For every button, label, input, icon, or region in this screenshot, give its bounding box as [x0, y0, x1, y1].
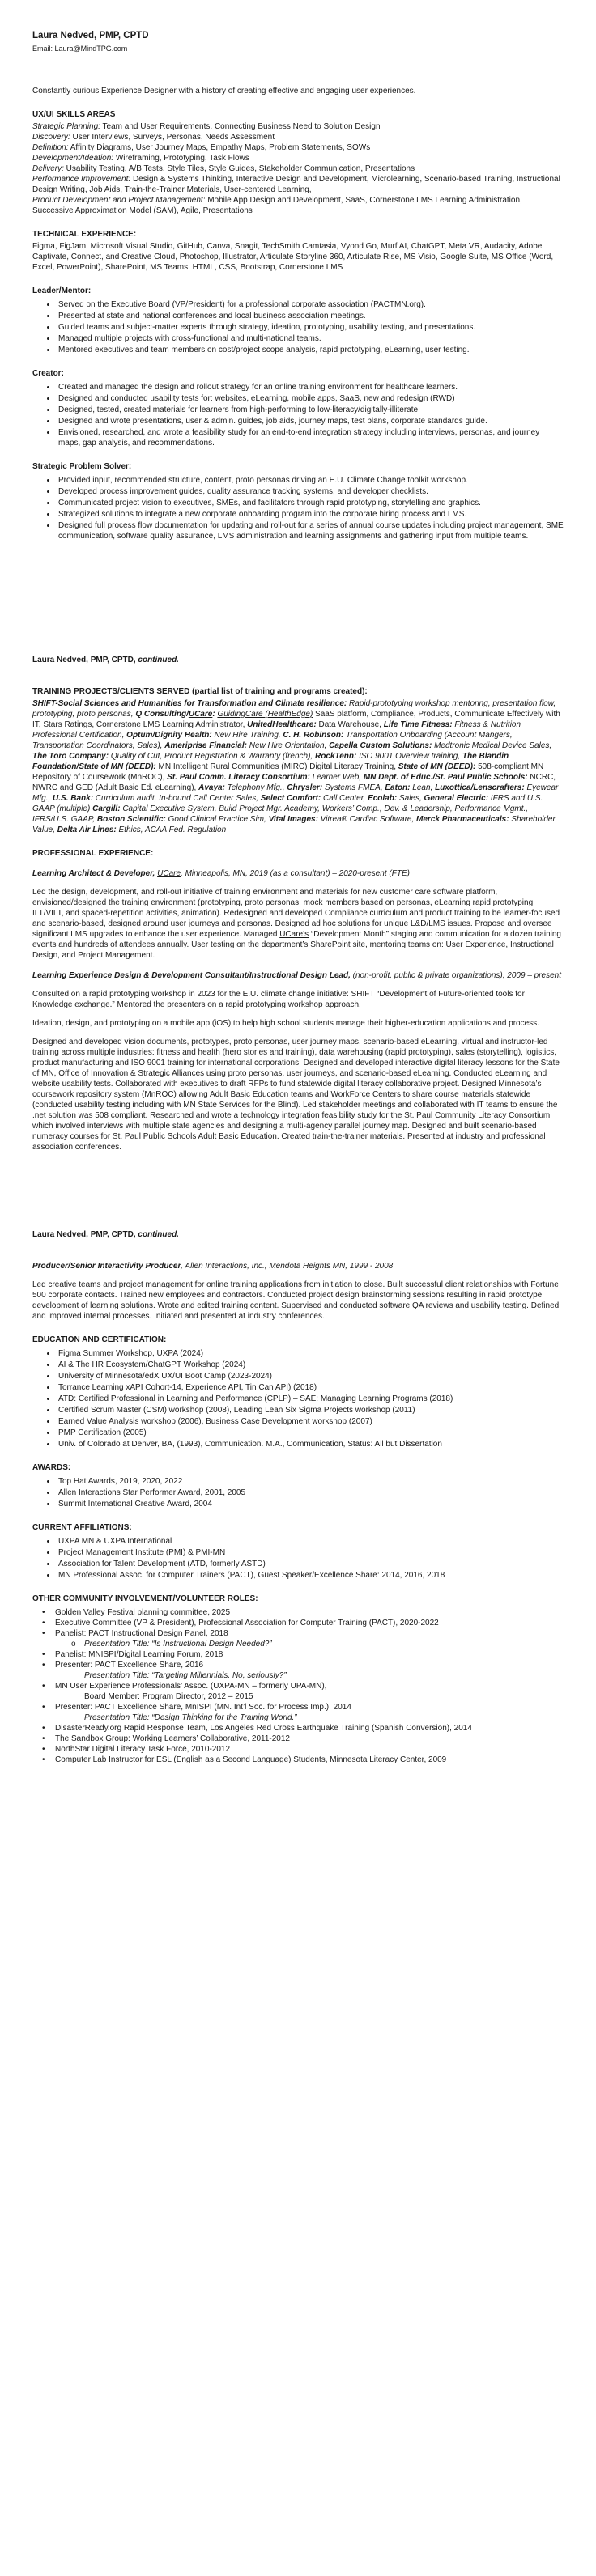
text-run: Led the design, development, and roll-out initiative of training environment and materials for new customer care software platform, envisioned/designed the training environment (prototyping, proto personas, mock members based on personas, eLearning rapid prototyping, ILT/VILT, and spaced-repetition activities, animation). Redesigned and developed Compliance curriculum and product training to be learner-focused and scenario-based, designed around user journeys and personas. Designed — [32, 888, 560, 928]
bullet-marker: • — [42, 1619, 45, 1628]
text-run: Vitrea® Cardiac Software, — [317, 815, 417, 824]
skill-line — [32, 163, 564, 174]
text-run: Select Comfort: — [260, 794, 321, 803]
bullet-marker: o — [71, 1640, 76, 1649]
community-item-text: MN User Experience Professionals’ Assoc. (UXPA-MN – formerly UPA-MN), — [55, 1682, 327, 1691]
text-run: Fitness & Nutrition Professional Certification, — [32, 720, 522, 740]
text-run: MN Dept. of Educ./St. Paul Public Schools: — [363, 773, 528, 782]
text-run: C. H. Robinson: — [283, 731, 344, 740]
community-item-text: Panelist: PACT Instructional Design Panel, 2018 — [55, 1629, 228, 1638]
inline-link[interactable]: UCare’s — [279, 930, 309, 939]
skill-detail: Mobile App Design and Development, SaaS, Cornerstone LMS Learning Administration, Successive Approximation Model (SAM), Agile, Presentations — [32, 196, 522, 215]
text-run: continued. — [138, 656, 179, 664]
list-item: • Certified Scrum Master (CSM) workshop (2008), Leading Lean Six Sigma Projects workshop (2011) — [57, 1405, 564, 1415]
bullet-marker: • — [42, 1682, 45, 1691]
bullet-marker: • — [42, 1650, 45, 1659]
resume-header — [32, 31, 564, 54]
community-item-text: Golden Valley Festival planning committee, 2025 — [55, 1608, 231, 1617]
email-label: Email: — [32, 45, 53, 53]
skill-detail: Usability Testing, A/B Tests, Style Tiles, Style Guides, Stakeholder Communication, Presentations — [63, 164, 415, 173]
list-item: • UXPA MN & UXPA International — [57, 1536, 564, 1547]
list-item: • Guided teams and subject-matter experts through strategy, ideation, prototyping, usability testing, and presentations. — [57, 322, 564, 333]
text-run: RockTenn: — [315, 752, 357, 761]
text-run: Eyewear Mfg., — [32, 783, 559, 803]
section-creator — [32, 368, 564, 448]
awards-list — [32, 1476, 564, 1509]
text-run: Data Warehouse, — [316, 720, 384, 729]
text-run: Delta Air Lines: — [57, 825, 117, 834]
text-run: Laura Nedved, PMP, CPTD, — [32, 1230, 138, 1239]
education-heading: EDUCATION AND CERTIFICATION: — [32, 1335, 167, 1344]
text-run: IFRS and U.S. GAAP (multiple) — [32, 794, 543, 813]
skill-category-label: Delivery: — [32, 164, 64, 173]
job1-description — [32, 887, 564, 961]
job3-description: Led creative teams and project management for online training applications from initiation to close. Built successful client relationships with Fortune 500 corporate contacts. Trained new employees and contractors. Conducted project design brainstorming sessions resulting in rapid prototype development of learning solutions. Wrote and edited training content. Supervised and conducted software QA reviews and usability testing. Defined and improved internal processes. Initiated and presented at industry conferences. — [32, 1280, 560, 1321]
text-run: Quality of Cut, Product Registration & Warranty (french), — [109, 752, 315, 761]
community-item — [32, 1681, 564, 1691]
bullet-marker: • — [42, 1734, 45, 1743]
community-item — [32, 1691, 564, 1702]
bullet-marker: • — [42, 1724, 45, 1733]
skill-detail: Design & Systems Thinking, Interactive Design and Development, Microlearning, Scenario-based Training, Instructional Design Writing, Job Aids, Train-the-Trainer Materials, User-centered Learning, — [32, 175, 560, 194]
affiliations-list — [32, 1536, 564, 1581]
list-item: • Served on the Executive Board (VP/President) for a professional corporate association (PACTMN.org). — [57, 299, 564, 310]
text-run: NCRC, NWRC and GED (Adult Basic Ed. eLearning), — [32, 773, 556, 792]
text-run: 508-compliant MN Repository of Coursework (MnROC), — [32, 762, 544, 782]
skill-detail: Team and User Requirements, Connecting Business Need to Solution Design — [100, 122, 381, 131]
text-run: Avaya: — [198, 783, 225, 792]
community-item-text: The Sandbox Group: Working Learners’ Collaborative, 2011-2012 — [55, 1734, 290, 1743]
text-run: Transportation Onboarding (Account Mangers, Transportation Coordinators, Sales), — [32, 731, 513, 750]
section-community — [32, 1594, 564, 1765]
skill-line — [32, 153, 564, 163]
text-run: Life Time Fitness: — [383, 720, 453, 729]
section-job3 — [32, 1261, 564, 1322]
list-item: • Association for Talent Development (ATD, formerly ASTD) — [57, 1559, 564, 1569]
community-item-text: Presenter: PACT Excellence Share, 2016 — [55, 1661, 204, 1670]
community-item-text: Presenter: PACT Excellence Share, MnISPI (MN. Int’l Soc. for Process Imp.), 2014 — [55, 1703, 351, 1712]
community-item-text: Computer Lab Instructor for ESL (English as a Second Language) Students, Minnesota Literacy Center, 2009 — [55, 1755, 447, 1764]
text-run: Curriculum audit, In-bound Call Center Sales, — [93, 794, 261, 803]
text-run: Cargill: — [92, 804, 121, 813]
text-run: Ameriprise Financial: — [164, 741, 247, 750]
text-run: hoc solutions for unique L&D/LMS issues. Propose and oversee significant LMS upgrades to enhance the user experience. Managed — [32, 919, 552, 939]
text-run: Eaton: — [385, 783, 411, 792]
text-run: The Blandin Foundation/State of MN (DEED): — [32, 752, 509, 771]
list-item: • Managed multiple projects with cross-functional and multi-national teams. — [57, 333, 564, 344]
strategic-heading: Strategic Problem Solver: — [32, 462, 132, 471]
text-run: The Toro Company: — [32, 752, 109, 761]
section-education — [32, 1335, 564, 1449]
list-item: • Designed and wrote presentations, user & admin. guides, job aids, journey maps, test plans, corporate standards guide. — [57, 416, 564, 427]
email-line — [32, 44, 564, 54]
strategic-list — [32, 475, 564, 541]
skill-line — [32, 142, 564, 153]
text-run: State of MN (DEED): — [398, 762, 476, 771]
text-run: New Hire Training, — [211, 731, 283, 740]
text-run: Telephony Mfg., — [224, 783, 287, 792]
text-run: Learning Experience Design & Development Consultant/Instructional Design Lead, — [32, 971, 353, 980]
bullet-marker: • — [42, 1608, 45, 1617]
job2-paragraph-2: Ideation, design, and prototyping on a mobile app (iOS) to help high school students manage their higher-education applications and process. — [32, 1019, 539, 1028]
skills-list — [32, 121, 564, 216]
list-item: • Univ. of Colorado at Denver, BA, (1993), Communication. M.A., Communication, Status: All but Dissertation — [57, 1439, 564, 1449]
text-run: Medtronic Medical Device Sales, — [432, 741, 552, 750]
text-run: Capella Custom Solutions: — [329, 741, 432, 750]
bullet-marker — [71, 1670, 84, 1681]
text-run: Chrysler: — [287, 783, 323, 792]
list-item: • Designed and conducted usability tests for: websites, eLearning, mobile apps, SaaS, new and redesign (RWD) — [57, 393, 564, 404]
list-item: • Designed full process flow documentation for updating and roll-out for a series of annual course updates including project management, SME communication, software quality assurance, LMS administration and learning assignments and gathering input from multiple teams. — [57, 520, 564, 541]
community-item-text: NorthStar Digital Literacy Task Force, 2010-2012 — [55, 1745, 231, 1754]
text-run: Ethics, ACAA Fed. Regulation — [116, 825, 227, 834]
bullet-marker: • — [42, 1629, 45, 1638]
creator-heading: Creator: — [32, 369, 64, 378]
text-run: continued. — [138, 1230, 179, 1239]
community-item — [32, 1628, 564, 1639]
text-run: General Electric: — [424, 794, 489, 803]
list-item: • Top Hat Awards, 2019, 2020, 2022 — [57, 1476, 564, 1487]
inline-link[interactable]: UCare — [157, 869, 181, 878]
community-item-text: Presentation Title: “Design Thinking for the Training World.” — [84, 1713, 297, 1722]
list-item: • Communicated project vision to executives, SMEs, and facilitators through rapid prototyping, storytelling and graphics. — [57, 498, 564, 508]
community-item — [32, 1649, 564, 1660]
text-run: Luxottica/Lenscrafters: — [435, 783, 525, 792]
list-item: • Created and managed the design and rollout strategy for an online training environment for healthcare learners. — [57, 382, 564, 393]
bullet-marker: • — [42, 1755, 45, 1764]
text-run: Lean, — [410, 783, 436, 792]
text-run: Good Clinical Practice Sim, — [165, 815, 269, 824]
job2-paragraph-3: Designed and developed vision documents, prototypes, proto personas, user journey maps, scenario-based eLearning, virtual and instructor-led training across multiple industries: fitness and health (hero stories and training), data warehousing (rapid prototyping), sales (storytelling), logistics, product manufacturing and ISO 9001 training for international corporations. Designed and developed interactive digital literacy lessons for the State of MN, Office of Innovation & Strategic Alliances using proto personas, user journeys, and scenario-based eLearning. Conducted eLearning and website usability tests. Collaborated with executives to draft RFPs to fund statewide digital literacy collaborative project. Designed Minnesota’s coursework repository system (MnROC) allowing Adult Basic Education teams and WorkForce Centers to share course materials statewide (conducted usability testing including with MN State Services for the Blind). Led stakeholder meetings and collaborated with IT teams to ensure the .net solution was 508 compliant. Researched and wrote a technology integration feasibility study for the St. Paul Community Literacy Consortium which involved interviews with multiple state agencies and designing a multi-agency parallel journey map. Designed and built scenario-based numeracy courses for St. Paul Public Schools Adult Basic Education. Created train-the-trainer materials. Presented at industry and professional association conferences. — [32, 1038, 560, 1152]
section-training-projects — [32, 686, 564, 835]
education-list — [32, 1348, 564, 1449]
inline-link[interactable]: ad — [311, 919, 321, 928]
experience-heading: PROFESSIONAL EXPERIENCE: — [32, 849, 154, 858]
awards-heading: AWARDS: — [32, 1463, 71, 1472]
bullet-marker — [71, 1712, 84, 1723]
community-item-text: Presentation Title: “Is Instructional Design Needed?” — [84, 1640, 272, 1649]
community-item-text: Board Member: Program Director, 2012 – 2015 — [84, 1692, 253, 1701]
community-item — [32, 1607, 564, 1618]
text-run: SaaS platform, Compliance, Products, Communicate Effectively with IT, Stars Ratings, Cornerstone LMS Learning Administrator, — [32, 710, 560, 729]
email-link[interactable]: Laura@MindTPG.com — [54, 45, 128, 53]
text-run: Producer/Senior Interactivity Producer, — [32, 1262, 185, 1271]
text-run: New Hire Orientation, — [246, 741, 330, 750]
list-item: • Summit International Creative Award, 2004 — [57, 1499, 564, 1509]
text-run: U.S. Bank: — [53, 794, 94, 803]
list-item: • University of Minnesota/edX UX/UI Boot Camp (2023-2024) — [57, 1371, 564, 1381]
text-run: Sales, — [397, 794, 424, 803]
continued-header-page3 — [32, 1229, 564, 1240]
community-item — [32, 1723, 564, 1734]
community-item — [32, 1702, 564, 1712]
list-item: • Earned Value Analysis workshop (2006), Business Case Development workshop (2007) — [57, 1416, 564, 1427]
job2-heading — [32, 970, 564, 981]
bullet-marker: • — [42, 1745, 45, 1754]
list-item: • Mentored executives and team members on cost/project scope analysis, rapid prototyping, eLearning, user testing. — [57, 345, 564, 355]
list-item: • Envisioned, researched, and wrote a feasibility study for an end-to-end integration strategy including interviews, personas, and journey maps, gap analysis, and recommendations. — [57, 427, 564, 448]
skill-line — [32, 195, 564, 216]
continued-header-page2 — [32, 655, 564, 665]
list-item: • Figma Summer Workshop, UXPA (2024) — [57, 1348, 564, 1359]
skills-heading: UX/UI SKILLS AREAS — [32, 110, 116, 119]
technical-heading: TECHNICAL EXPERIENCE: — [32, 230, 137, 239]
text-run: Systems FMEA, — [322, 783, 385, 792]
text-run: ISO 9001 Overview training, — [356, 752, 462, 761]
training-heading: TRAINING PROJECTS/CLIENTS SERVED (partial list of training and programs created): — [32, 687, 368, 696]
list-item: • ATD: Certified Professional in Learning and Performance (CPLP) – SAE: Managing Learning Programs (2018) — [57, 1394, 564, 1404]
page-title: Laura Nedved, PMP, CPTD — [32, 31, 149, 40]
text-run: Call Center, — [321, 794, 368, 803]
technical-text: Figma, FigJam, Microsoft Visual Studio, GitHub, Canva, Snagit, TechSmith Camtasia, Vyond Go, Murf AI, ChatGPT, Meta VR, Audacity, Adobe Captivate, Connect, and Creative Cloud, Photoshop, Illustrator, Articulate Storyline 360, Articulate Rise, MS Visio, Google Suite, MS Office (Word, Excel, PowerPoint), SharePoint, MS Teams, HTML, CSS, Bootstrap, Cornerstone LMS — [32, 242, 554, 272]
list-item: • PMP Certification (2005) — [57, 1428, 564, 1438]
list-item: • Developed process improvement guides, quality assurance tracking systems, and developer checklists. — [57, 486, 564, 497]
text-run: Ecolab: — [368, 794, 398, 803]
list-item: • Strategized solutions to integrate a new corporate onboarding program into the corporate hiring process and LMS. — [57, 509, 564, 520]
section-professional-experience — [32, 848, 564, 1152]
affiliations-heading: CURRENT AFFILIATIONS: — [32, 1523, 132, 1532]
text-run: Boston Scientific: — [96, 815, 166, 824]
leader-heading: Leader/Mentor: — [32, 286, 92, 295]
section-strategic-problem-solver — [32, 461, 564, 541]
text-run: Rapid-prototyping workshop mentoring, presentation flow, prototyping, proto personas, — [32, 699, 556, 719]
community-item — [32, 1712, 564, 1723]
community-item — [32, 1734, 564, 1744]
text-run: , Minneapolis, MN, 2019 (as a consultant) – 2020-present (FTE) — [181, 869, 410, 878]
community-item-text: Panelist: MNISPI/Digital Learning Forum, 2018 — [55, 1650, 224, 1659]
list-item: • MN Professional Assoc. for Computer Trainers (PACT), Guest Speaker/Excellence Share: 2014, 2016, 2018 — [57, 1570, 564, 1581]
bullet-marker: • — [42, 1703, 45, 1712]
community-item — [32, 1618, 564, 1628]
job2-paragraph-1: Consulted on a rapid prototyping workshop in 2023 for the E.U. climate change initiative: SHIFT “Development of Future-oriented tools for Knowledge exchange.” Mentored the presenters on a rapid prototyping workshop approach. — [32, 990, 525, 1009]
job1-heading — [32, 868, 564, 879]
creator-list — [32, 382, 564, 448]
text-run: MN Intelligent Rural Communities (MIRC) Digital Literacy Training, — [155, 762, 398, 771]
skill-category-label: Strategic Planning: — [32, 122, 100, 131]
bullet-marker: • — [42, 1661, 45, 1670]
community-item-text: Presentation Title: “Targeting Millennials. No, seriously?” — [84, 1671, 287, 1680]
community-item-text: Executive Committee (VP & President), Professional Association for Computer Training (PACT), 2020-2022 — [55, 1619, 439, 1628]
list-item: • Torrance Learning xAPI Cohort-14, Experience API, Tin Can API) (2018) — [57, 1382, 564, 1393]
community-list — [32, 1607, 564, 1765]
list-item: • AI & The HR Ecosystem/ChatGPT Workshop (2024) — [57, 1360, 564, 1370]
text-run: Learner Web, — [309, 773, 364, 782]
skill-category-label: Definition: — [32, 143, 69, 152]
skill-line — [32, 121, 564, 132]
text-run: Merck Pharmaceuticals: — [416, 815, 509, 824]
text-run: Allen Interactions, Inc., Mendota Heights MN, 1999 - 2008 — [185, 1262, 394, 1271]
community-heading: OTHER COMMUNITY INVOLVEMENT/VOLUNTEER ROLES: — [32, 1594, 258, 1603]
skill-category-label: Performance Improvement: — [32, 175, 131, 184]
section-technical — [32, 229, 564, 273]
list-item: • Presented at state and national conferences and local business association meetings. — [57, 311, 564, 321]
list-item: • Project Management Institute (PMI) & PMI-MN — [57, 1547, 564, 1558]
text-run: “Development Month” staging and communication for a dozen training events and hundreds of attendees annually. User testing on the department’s SharePoint site, mentoring teams on: User Experience, Instructional Design, and Project Management. — [32, 930, 561, 960]
section-skills — [32, 109, 564, 216]
skill-line — [32, 174, 564, 195]
text-run: (non-profit, public & private organizations), 2009 – present — [352, 971, 562, 980]
skill-detail: Affinity Diagrams, User Journey Maps, Empathy Maps, Problem Statements, SOWs — [68, 143, 371, 152]
skill-category-label: Development/Ideation: — [32, 154, 114, 163]
text-run: Vital Images: — [268, 815, 318, 824]
text-run: Optum/Dignity Health: — [126, 731, 212, 740]
text-run: : — [212, 710, 218, 719]
community-item — [32, 1744, 564, 1755]
section-affiliations — [32, 1522, 564, 1581]
summary-text: Constantly curious Experience Designer with a history of creating effective and engaging user experiences. — [32, 87, 416, 95]
text-run: Q Consulting/ — [135, 710, 189, 719]
text-run: Capital Executive System, Build Project Mgr. Academy, Workers’ Comp., Dev. & Leadership, Performance Mgmt., IFRS/U.S. GAAP, — [32, 804, 529, 824]
section-awards — [32, 1462, 564, 1509]
list-item: • Allen Interactions Star Performer Award, 2001, 2005 — [57, 1487, 564, 1498]
community-item-text: DisasterReady.org Rapid Response Team, Los Angeles Red Cross Earthquake Training (Spanish Conversion), 2014 — [55, 1724, 472, 1733]
text-run: Shareholder Value, — [32, 815, 556, 834]
text-run: Learning Architect & Developer, — [32, 869, 158, 878]
text-run: UnitedHealthcare: — [247, 720, 317, 729]
inline-link[interactable]: UCare — [188, 710, 213, 719]
skill-category-label: Product Development and Project Management: — [32, 196, 206, 205]
inline-link[interactable]: GuidingCare (HealthEdge) — [217, 710, 313, 719]
section-leader-mentor — [32, 286, 564, 355]
skill-category-label: Discovery: — [32, 133, 70, 142]
list-item: • Designed, tested, created materials for learners from high-performing to low-literacy/digitally-illiterate. — [57, 405, 564, 415]
bullet-marker — [71, 1691, 84, 1702]
skill-detail: User Interviews, Surveys, Personas, Needs Assessment — [70, 133, 275, 142]
list-item: • Provided input, recommended structure, content, proto personas driving an E.U. Climate Change toolkit workshop. — [57, 475, 564, 486]
training-clients-paragraph — [32, 698, 564, 835]
leader-list — [32, 299, 564, 355]
skill-detail: Wireframing, Prototyping, Task Flows — [113, 154, 249, 163]
community-item — [32, 1755, 564, 1765]
community-item — [32, 1660, 564, 1670]
text-run: SHIFT-Social Sciences and Humanities for Transformation and Climate resilience: — [32, 699, 347, 708]
community-item — [32, 1639, 564, 1649]
skill-line — [32, 132, 564, 142]
job3-heading — [32, 1261, 564, 1271]
community-item — [32, 1670, 564, 1681]
text-run: Laura Nedved, PMP, CPTD, — [32, 656, 138, 664]
text-run: St. Paul Comm. Literacy Consortium: — [167, 773, 310, 782]
